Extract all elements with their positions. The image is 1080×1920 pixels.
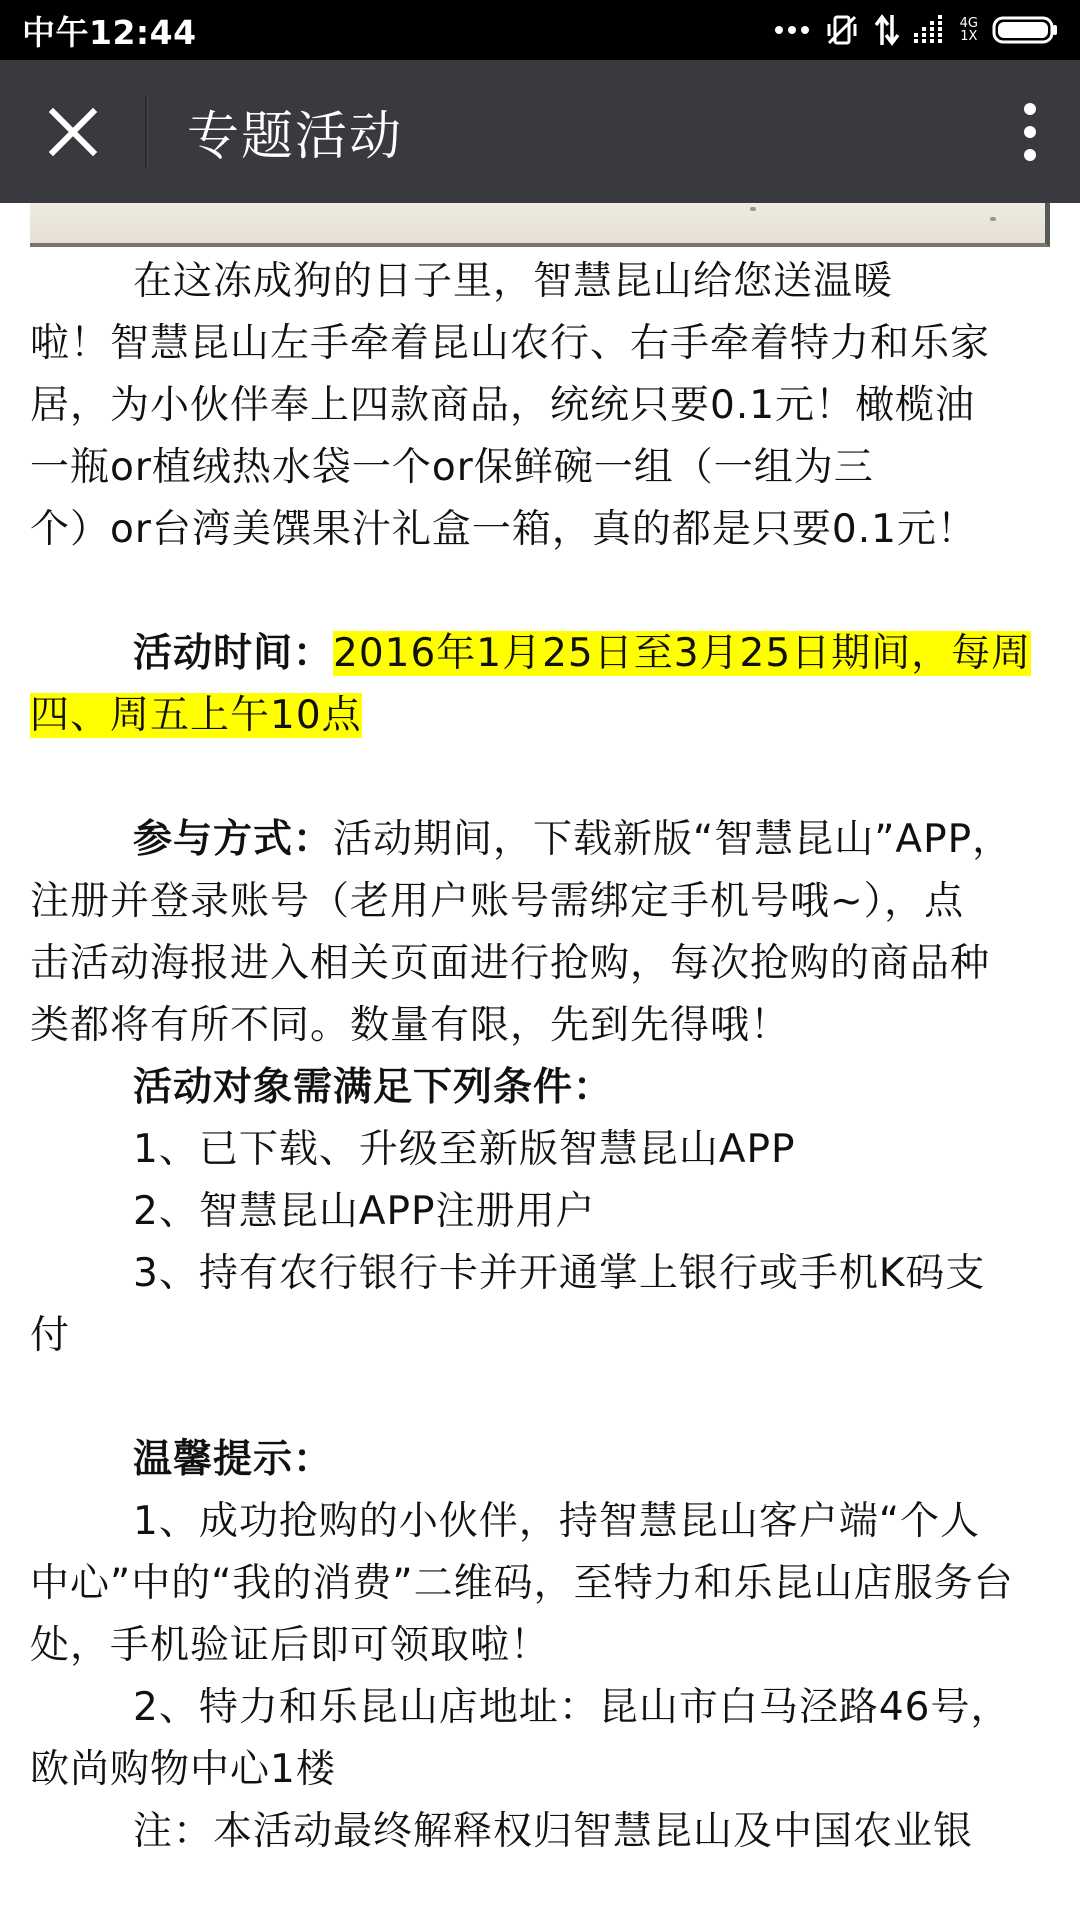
signal-strength-icon: [914, 15, 954, 45]
network-type-label: [960, 17, 978, 43]
method-line-1: [30, 809, 1050, 871]
vibrate-off-icon: [824, 12, 860, 48]
intro-line-4: 一瓶or植绒热水袋一个or保鲜碗一组（一组为三: [30, 445, 874, 490]
condition-3-line-1: 3、持有农行银行卡并开通掌上银行或手机K码支: [133, 1251, 986, 1296]
network-type-top: 4G: [959, 16, 978, 31]
activity-time-value-2: 四、周五上午10点: [30, 693, 362, 738]
more-options-button[interactable]: [980, 60, 1080, 203]
tip-1-line-1: 1、成功抢购的小伙伴，持智慧昆山客户端“个人: [133, 1499, 981, 1544]
intro-line-3: 居，为小伙伴奉上四款商品，统统只要0.1元！橄榄油: [30, 383, 976, 428]
battery-icon: [992, 15, 1058, 45]
intro-line-1: 在这冻成狗的日子里，智慧昆山给您送温暖: [133, 259, 894, 304]
tip-1-line-2: 中心”中的“我的消费”二维码，至特力和乐昆山店服务台: [30, 1561, 1014, 1606]
tip-2-line-1: 2、特力和乐昆山店地址：昆山市白马泾路46号，: [133, 1685, 1011, 1730]
status-time: 中午12:44: [22, 12, 197, 52]
activity-time-line-2: [30, 685, 1050, 747]
method-text-1: 活动期间，下载新版“智慧昆山”APP，: [333, 817, 1013, 862]
conditions-label: 活动对象需满足下列条件：: [133, 1065, 614, 1110]
page-title: 专题活动: [187, 107, 404, 167]
tip-1-line-3: 处，手机验证后即可领取啦！: [30, 1623, 551, 1668]
method-line-3: 击活动海报进入相关页面进行抢购，每次抢购的商品种: [30, 941, 991, 986]
status-bar: [0, 0, 1080, 60]
conditions-heading: [30, 1057, 1050, 1119]
method-line-2: 注册并登录账号（老用户账号需绑定手机号哦~），点: [30, 879, 965, 924]
tips-label: 温馨提示：: [133, 1437, 334, 1482]
note-line: 注：本活动最终解释权归智慧昆山及中国农业银: [133, 1809, 974, 1854]
data-transfer-icon: [874, 13, 900, 47]
activity-time-label: 活动时间：: [133, 631, 334, 676]
method-line-4: 类都将有所不同。数量有限，先到先得哦！: [30, 1003, 791, 1048]
status-icons: [774, 12, 1058, 48]
close-button[interactable]: [0, 60, 145, 203]
network-type-bottom: 1X: [960, 29, 978, 44]
intro-line-5: 个）or台湾美馔果汁礼盒一箱，真的都是只要0.1元！: [30, 507, 977, 552]
tips-heading: [30, 1429, 1050, 1491]
condition-2: 2、智慧昆山APP注册用户: [133, 1189, 596, 1234]
more-notifications-icon: [774, 24, 810, 36]
intro-line-2: 啦！智慧昆山左手牵着昆山农行、右手牵着特力和乐家: [30, 321, 991, 366]
condition-1: 1、已下载、升级至新版智慧昆山APP: [133, 1127, 796, 1172]
method-label: 参与方式：: [133, 817, 334, 862]
article-image-bottom: [30, 203, 1050, 247]
tip-2-line-2: 欧尚购物中心1楼: [30, 1747, 336, 1792]
condition-3-line-2: 付: [30, 1313, 71, 1358]
app-bar-divider: [145, 96, 147, 168]
article-content: [30, 203, 1050, 1863]
activity-time-value-1: 2016年1月25日至3月25日期间，每周: [333, 631, 1032, 676]
close-icon: [48, 107, 98, 157]
article-body: [30, 251, 1050, 1863]
app-bar: [0, 60, 1080, 203]
activity-time-line-1: [30, 623, 1050, 685]
more-vertical-icon: [1023, 102, 1037, 162]
